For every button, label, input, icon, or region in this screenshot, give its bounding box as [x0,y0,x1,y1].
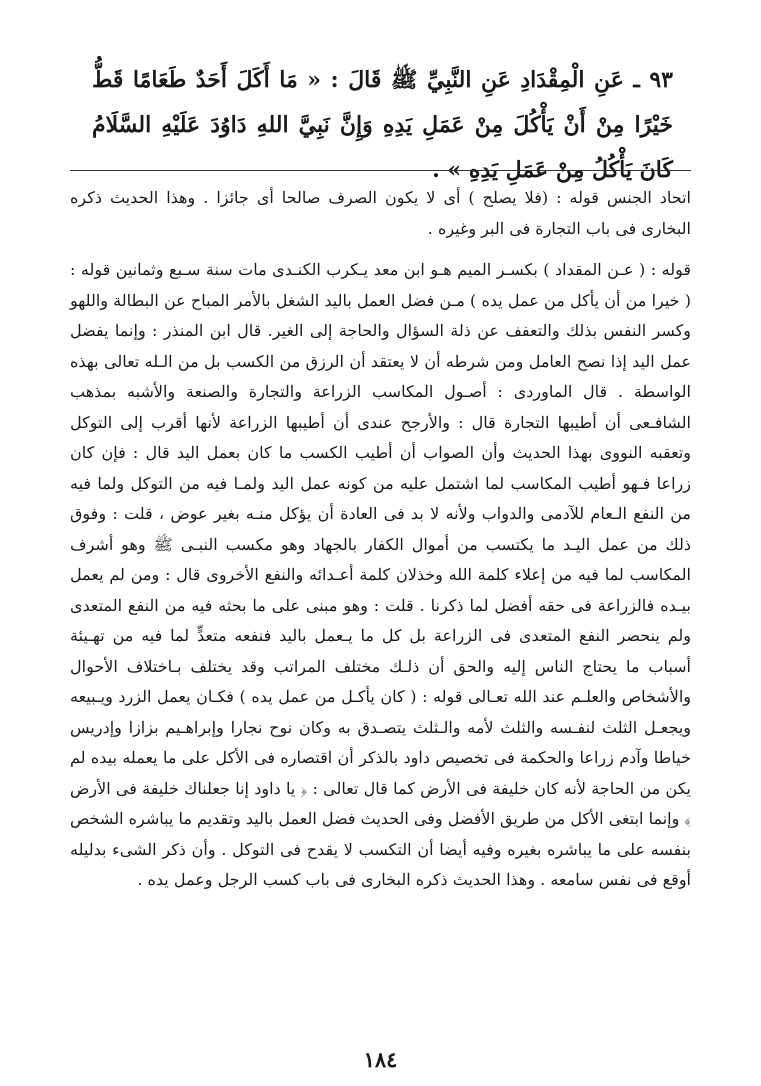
commentary-paragraph: اتحاد الجنس قوله : (فلا يصلح ) أى لا يكون الصرف صالحا أى جائزا . وهذا الحديث ذكره البخارى فى باب التجارة فى البر وغيره . [70,188,691,238]
hadith-text: ٩٣ ـ عَنِ الْمِقْدَادِ عَنِ النَّبِيِّ ﷺ قَالَ : « مَا أَكَلَ أَحَدٌ طَعَامًا قَطُّ خَيْرًا مِنْ أَنْ يَأْكُلَ مِنْ عَمَلِ يَدِهِ وَإِنَّ نَبِيَّ اللهِ دَاوُدَ عَلَيْهِ السَّلَامُ كَانَ يَأْكُلُ مِنْ عَمَلِ يَدِهِ » . [92,67,673,183]
commentary-paragraph: قوله : ( عـن المقداد ) بكسـر الميم هـو ابن معد يـكرب الكنـدى مات سنة سـبع وثمانين قوله : ( خيرا من أن يأكل من عمل يده ) مـن فضل العمل باليد الشغل بالأمر المباح عن البطالة واللهو وكسر النفس بذلك والتعفف عن ذلة السؤال والحاجة إلى الغير. قال ابن المنذر : وإنما يفضل عمل اليد إذا نصح العامل ومن شرطه أن لا يعتقد أن الرزق من الكسب بل من الـله تعالى بهذه الواسطة . قال الماوردى : أصـول المكاسب الزراعة والتجارة والصنعة والأشبه بمذهب الشافـعى أن أطيبها التجارة قال : والأرجح عندى أن أطيبها الزراعة لأنها أقرب إلى التوكل وتعقبه النووى بهذا الحديث وأن الصواب أن أطيب الكسب ما كان بعمل اليد قال : فإن كان زراعا فـهو أطيب المكاسب لما اشتمل عليه من كونه عمل اليد ولمـا فيه من التوكل ولما فيه من النفع الـعام للآدمى والدواب ولأنه لا بد فى العادة أن يؤكل منـه بغير عوض ، قلت : وفوق ذلك من عمل اليـد ما يكتسب من أموال الكفار بالجهاد وهو مكسب النبـى ﷺ وهو أشرف المكاسب لما فيه من إعلاء كلمة الله وخذلان كلمة أعـدائه والنفع الأخروى قال : ومن لم يعمل بيـده فالزراعة فى حقه أفضل لما ذكرنا . قلت : وهو مبنى على ما بحثه فيه من النفع المتعدى ولم ينحصر النفع المتعدى فى الزراعة بل كل ما يـعمل باليد فنفعه متعدٍّ لما فيه من تهـيئة أسباب ما يحتاج الناس إليه والحق أن ذلـك مختلف المراتب وقد يختلف بـاختلاف الأحوال والأشخاص والعلـم عند الله تعـالى قوله : ( كان يأكـل من عمل يده ) فكـان يعمل الزرد ويـبيعه ويجعـل الثلث لنفـسه والثلث لأمه والـثلث يتصـدق به وكان نوح نجارا وإبراهـيم بزازا وإدريس خياطا وآدم زراعا والحكمة فى تخصيص داود بالذكر أن اقتصاره فى الأكل على ما يعمله بيده لم يكن من الحاجة لأنه كان خليفة فى الأرض كما قال تعالى : ﴿ يا داود إنا جعلناك خليفة فى الأرض ﴾ وإنما ابتغى الأكل من طريق الأفضل وفى الحديث فضل العمل باليد وتقديم ما يباشره الشخص بنفسه على ما يباشره بغيره وفيه أيضا أن التكسب لا يقدح فى التوكل . وأن ذكر الشىء بدليله أوقع فى نفس سامعه . وهذا الحديث ذكره البخارى فى باب كسب الرجل وعمل يده . [70,260,692,889]
section-divider [70,170,691,171]
commentary-section [70,183,691,896]
page-number: ١٨٤ [363,1047,398,1072]
